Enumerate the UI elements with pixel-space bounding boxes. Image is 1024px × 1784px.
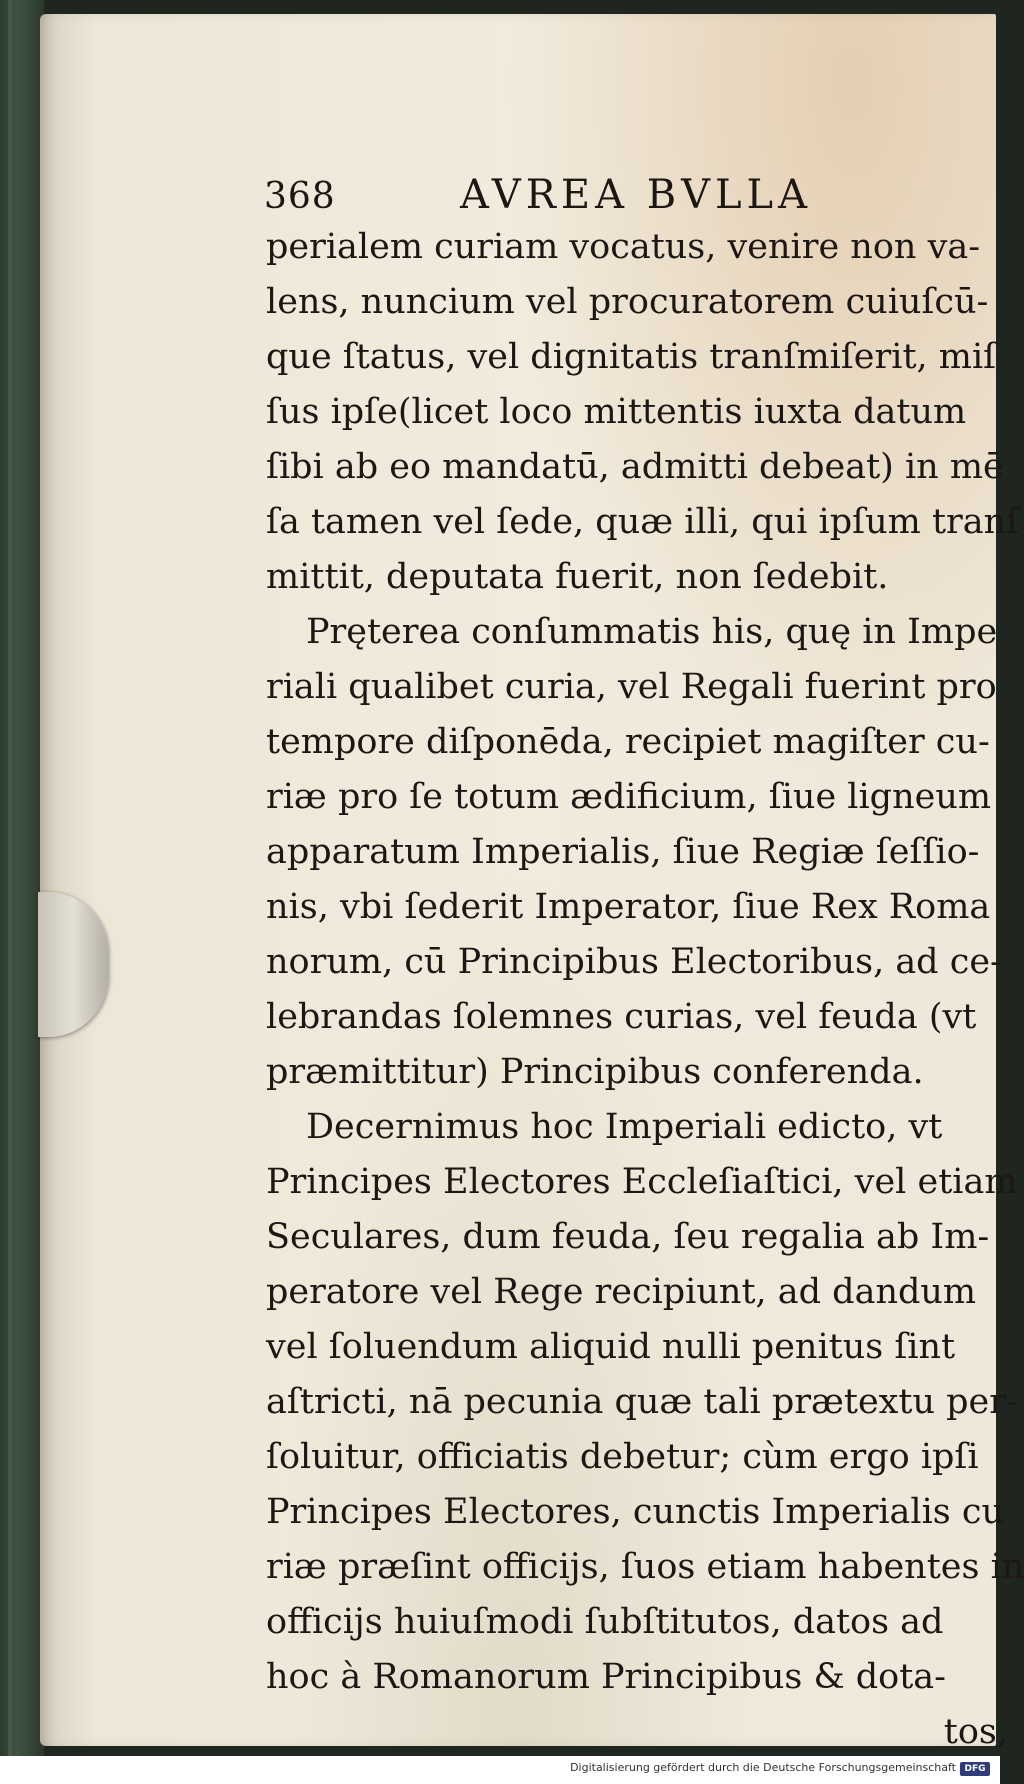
text-line: Principes Electores Eccleſiaſtici, vel etiam [266,1162,1018,1202]
text-line: mittit, deputata fuerit, non ſedebit. [266,557,889,597]
text-line: peratore vel Rege recipiunt, ad dandum [266,1272,977,1312]
text-line: riæ pro ſe totum ædificium, ſiue ligneum [266,777,992,817]
text-line: lebrandas ſolemnes curias, vel feuda (vt [266,997,977,1037]
body-text [222,220,1024,1760]
page-number: 368 [264,176,336,217]
text-line: Principes Electores, cunctis Imperialis cu [266,1492,1005,1532]
text-line: ſa tamen vel ſede, quæ illi, qui ipſum tranſ [266,502,1020,542]
text-line: lens, nuncium vel procuratorem cuiuſcū- [266,282,989,322]
text-line: Seculares, dum feuda, ſeu regalia ab Im- [266,1217,990,1257]
dfg-logo: DFG [960,1762,990,1776]
page-clasp [38,892,108,1037]
text-line: hoc à Romanorum Principibus & dota- [266,1657,946,1697]
text-line: nis, vbi ſederit Imperator, ſiue Rex Roma [266,887,991,927]
text-line: ſoluitur, officiatis debetur; cùm ergo ipſi [266,1437,979,1477]
text-line: tos, [943,1712,1008,1752]
text-line: præmittitur) Principibus conferenda. [266,1052,924,1092]
digitization-footer [0,1756,1000,1784]
text-line: perialem curiam vocatus, venire non va- [266,227,981,267]
running-head: AVREA BVLLA [460,172,812,218]
text-line: Decernimus hoc Imperiali edicto, vt [306,1107,943,1147]
text-line: ſibi ab eo mandatū, admitti debeat) in mē [266,447,1004,487]
text-line: Pręterea conſummatis his, quę in Impe [306,612,998,652]
text-line: tempore diſponēda, recipiet magiſter cu- [266,722,990,762]
text-line: riæ præſint officijs, ſuos etiam habentes in [266,1547,1024,1587]
text-line: norum, cū Principibus Electoribus, ad ce- [266,942,1002,982]
book-page [40,14,1024,1752]
digitization-credit: Digitalisierung gefördert durch die Deutsche Forschungsgemeinschaft [570,1761,956,1774]
text-line: aſtricti, nā pecunia quæ tali prætextu per- [266,1382,1018,1422]
text-line: vel ſoluendum aliquid nulli penitus ſint [266,1327,956,1367]
text-line: riali qualibet curia, vel Regali fuerint pro [266,667,997,707]
text-block [222,164,1024,1760]
text-line: que ſtatus, vel dignitatis tranſmiſerit, miſ [266,337,997,377]
page-header [222,164,1012,220]
text-line: apparatum Imperialis, ſiue Regiæ ſeſſio- [266,832,980,872]
text-line: ſus ipſe(licet loco mittentis iuxta datum [266,392,967,432]
text-line: officijs huiuſmodi ſubſtitutos, datos ad [266,1602,944,1642]
